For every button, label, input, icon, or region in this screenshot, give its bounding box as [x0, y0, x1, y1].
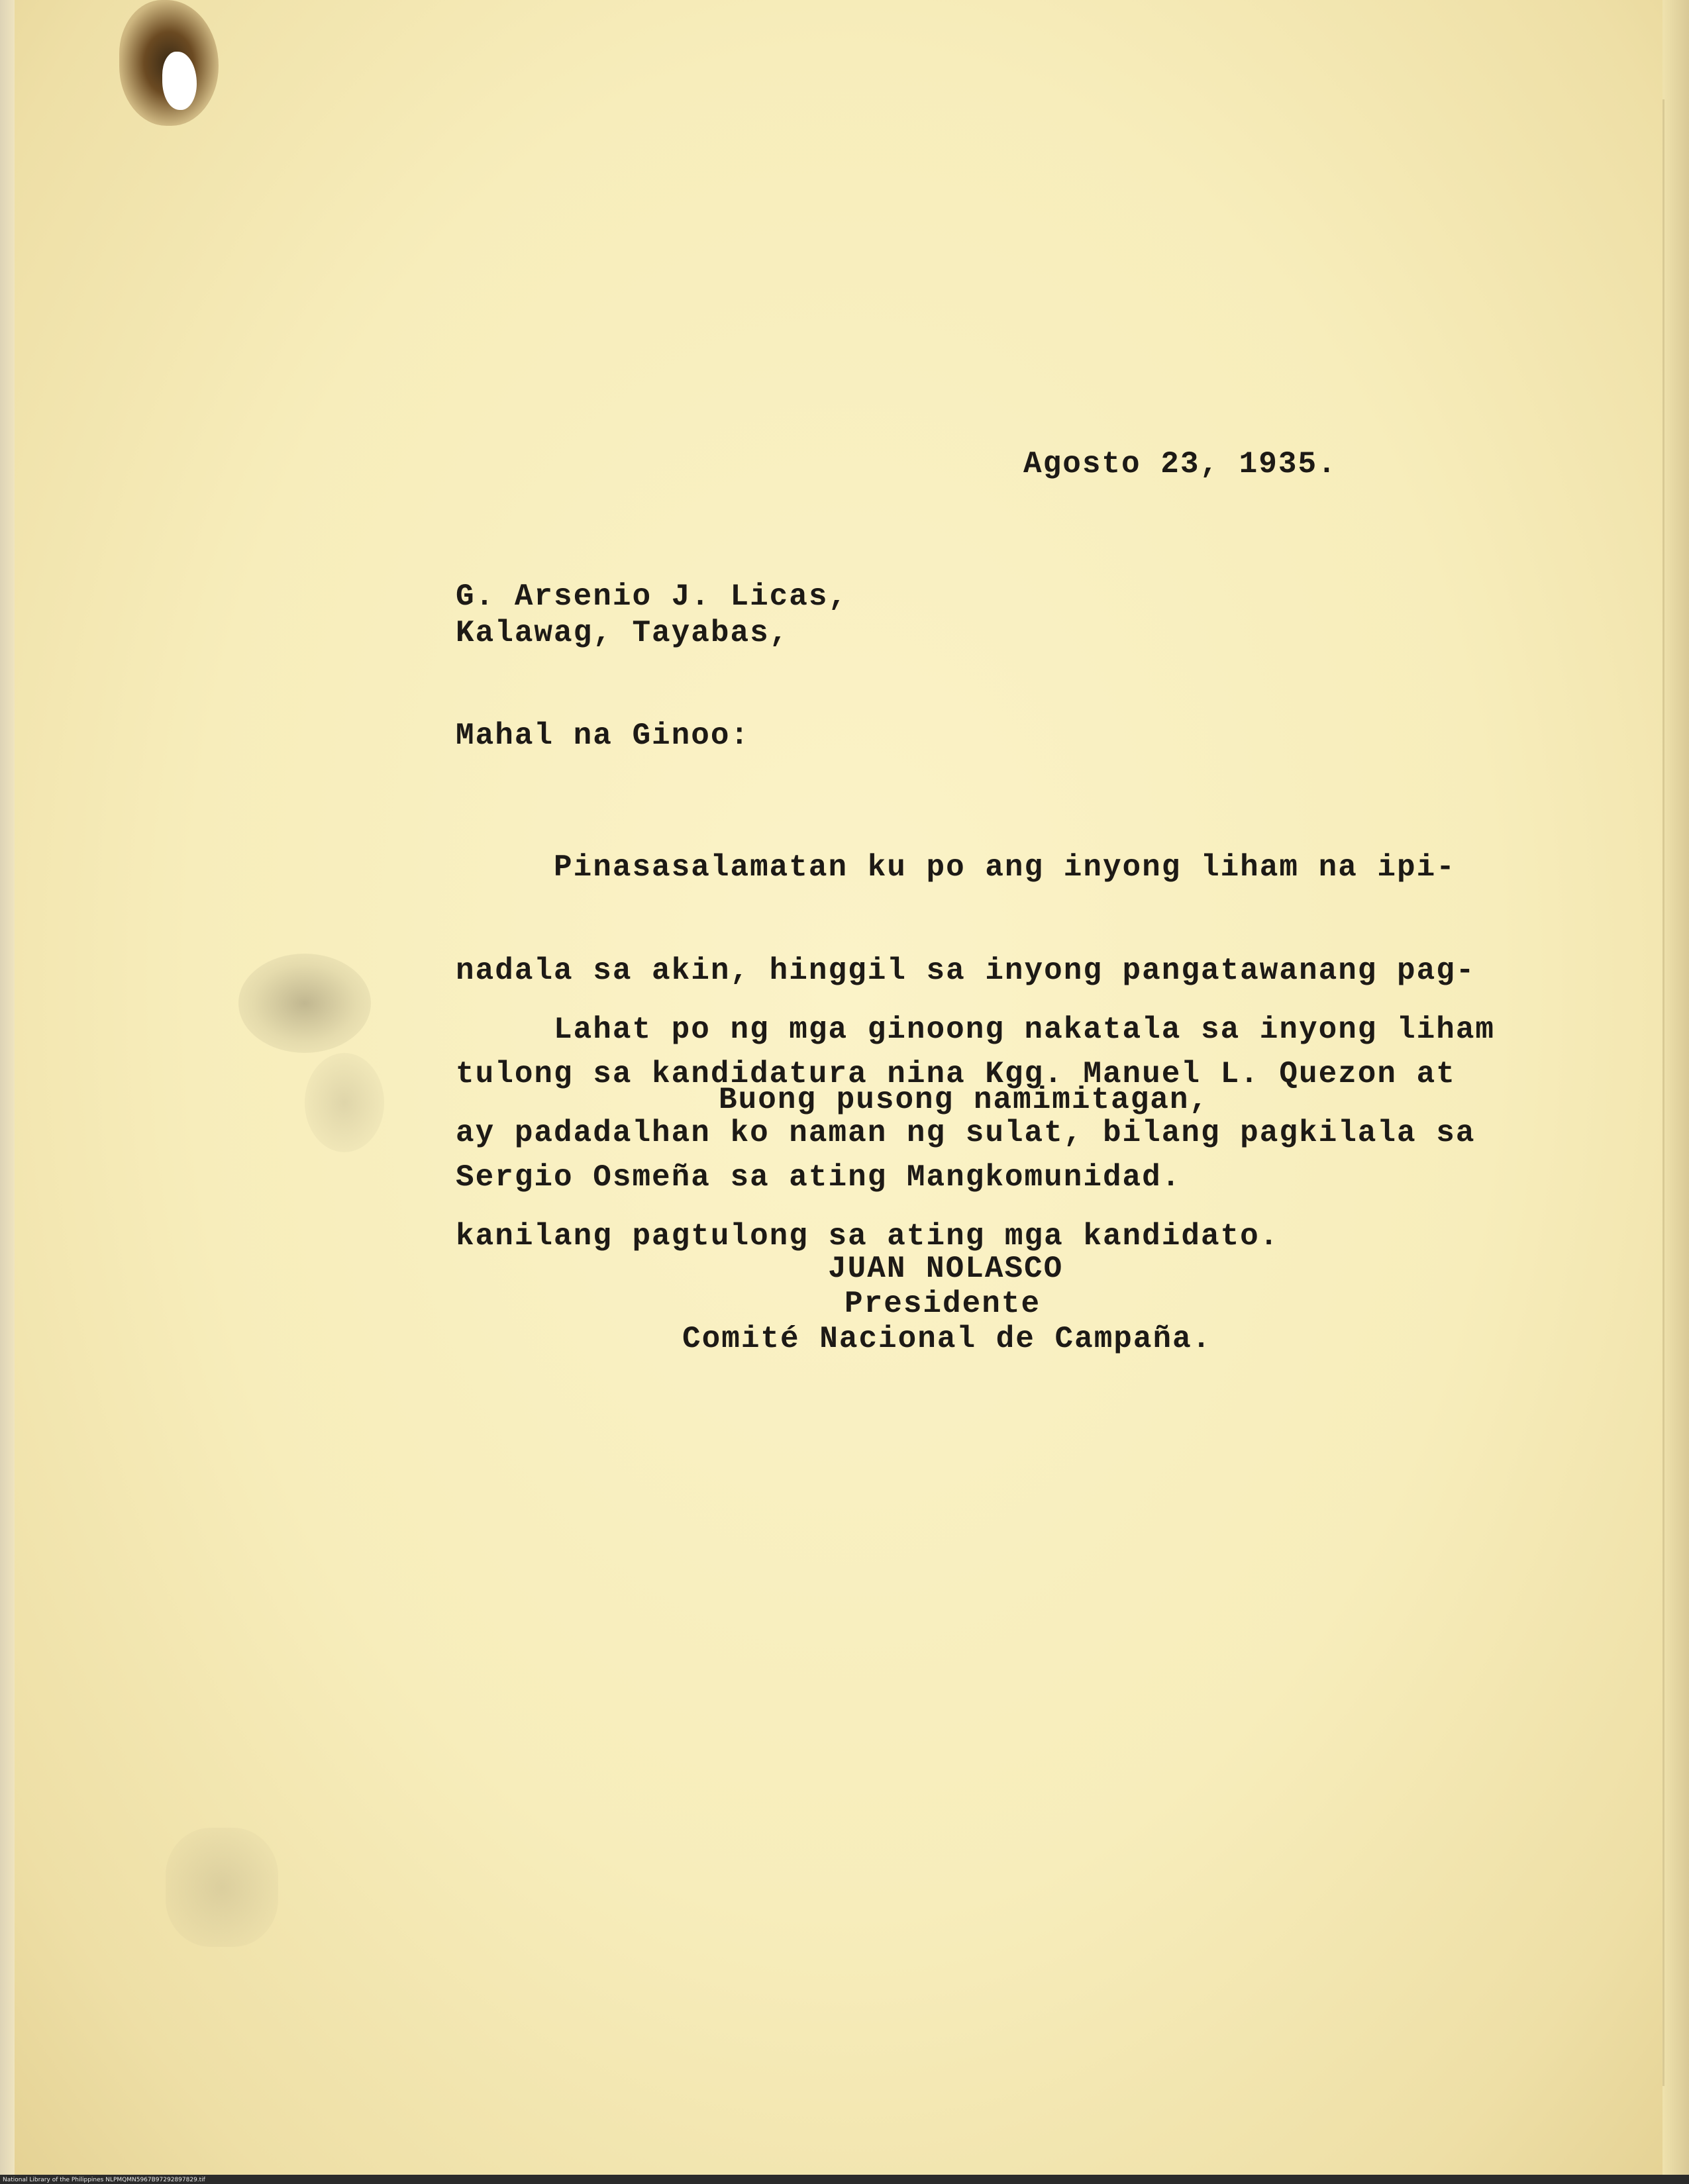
salutation: Mahal na Ginoo:: [456, 719, 750, 753]
signatory-organization: Comité Nacional de Campaña.: [682, 1322, 1212, 1356]
ink-smudge-secondary: [305, 1053, 384, 1152]
paper-fold-line: [1663, 99, 1664, 2086]
scan-footer-text: National Library of the Philippines NLPMQMN5967B97292897829.tif: [3, 2177, 205, 2183]
recipient-address: Kalawag, Tayabas,: [456, 616, 790, 650]
paper-right-edge: [1663, 0, 1689, 2184]
paragraph-line: kanilang pagtulong sa ating mga kandidato.: [456, 1219, 1280, 1254]
faded-stamp-mark: [166, 1828, 278, 1947]
paper-left-edge: [0, 0, 15, 2184]
scan-footer-strip: [0, 2175, 1689, 2184]
ink-smudge: [238, 954, 371, 1053]
signatory-title: Presidente: [844, 1287, 1041, 1321]
letter-date: Agosto 23, 1935.: [1023, 447, 1337, 481]
paragraph-line: Pinasasalamatan ku po ang inyong liham na ipi-: [456, 850, 1456, 885]
paragraph-line: tulong sa kandidatura nina Kgg. Manuel L. Quezon at: [456, 1057, 1456, 1091]
signatory-name: JUAN NOLASCO: [828, 1252, 1064, 1286]
recipient-name: G. Arsenio J. Licas,: [456, 579, 848, 614]
paragraph-line: ay padadalhan ko naman ng sulat, bilang pagkilala sa: [456, 1116, 1476, 1150]
paragraph-line: Lahat po ng mga ginoong nakatala sa inyong liham: [456, 1013, 1496, 1047]
complimentary-close: Buong pusong namimitagan,: [719, 1083, 1209, 1117]
paragraph-line: Sergio Osmeña sa ating Mangkomunidad.: [456, 1160, 1182, 1195]
paragraph-line: nadala sa akin, hinggil sa inyong pangatawanang pag-: [456, 954, 1476, 988]
